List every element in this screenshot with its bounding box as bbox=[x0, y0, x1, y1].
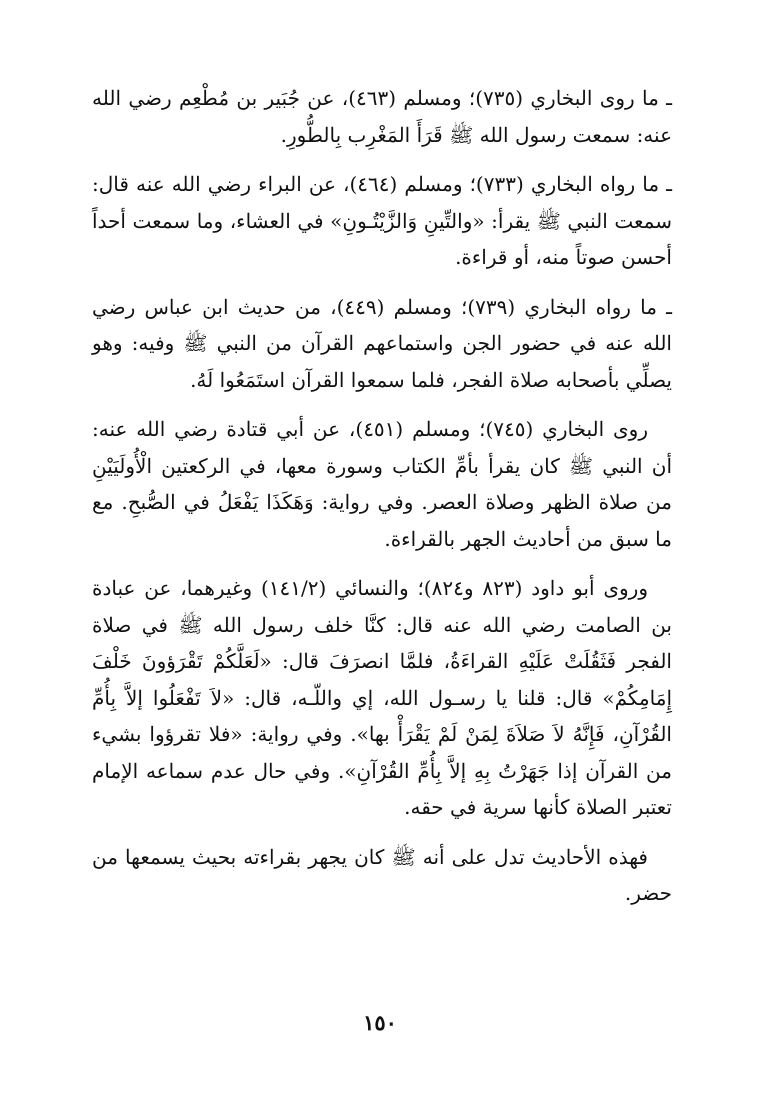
paragraph-abu-dawud: وروى أبو داود (٨٢٣ و٨٢٤)؛ والنسائي (١٤١/٢) وغيرهما، عن عبادة بن الصامت رضي الله عنه قال: كنَّا خلف رسول الله ﷺ في صلاة الفجر فَثَقُلَتْ عَلَيْهِ القراءَةُ، فلمَّا انصرَفَ قال: «لَعَلَّكُمْ تَقْرَؤونَ خَلْفَ إِمَامِكُمْ» قال: قلنا يا رسـول الله، إي واللّـه، قال: «لاَ تَفْعَلُوا إلاَّ بِأُمِّ القُرْآنِ، فَإِنَّهُ لاَ صَلاَةَ لِمَنْ لَمْ يَقْرَأْ بها». وفي رواية: «فلا تقرؤوا بشيء من القرآن إذا جَهَرْتُ بِهِ إلاَّ بِأُمِّ القُرْآنِ». وفي حال عدم سماعه الإمام تعتبر الصلاة كأنها سرية في حقه. bbox=[92, 576, 672, 819]
page-body bbox=[92, 80, 672, 925]
paragraph-bukhari-745: روى البخاري (٧٤٥)؛ ومسلم (٤٥١)، عن أبي قتادة رضي الله عنه: أن النبي ﷺ كان يقرأ بأمِّ الكتاب وسورة معها، في الركعتين الْأُولَيَيْنِ من صلاة الظهر وصلاة العصر. وفي رواية: وَهَكَذَا يَفْعَلُ في الصُّبحِ. مع ما سبق من أحاديث الجهر بالقراءة. bbox=[92, 417, 672, 551]
paragraph-bukhari-739: ـ ما رواه البخاري (٧٣٩)؛ ومسلم (٤٤٩)، من حديث ابن عباس رضي الله عنه في حضور الجن واستماعهم القرآن من النبي ﷺ وفيه: وهو يصلِّي بأصحابه صلاة الفجر، فلما سمعوا القرآن استَمَعُوا لَهُ. bbox=[92, 294, 672, 392]
paragraph-conclusion: فهذه الأحاديث تدل على أنه ﷺ كان يجهر بقراءته بحيث يسمعها من حضر. bbox=[92, 844, 672, 905]
page-number: ١٥٠ bbox=[363, 1010, 397, 1035]
paragraph-bukhari-733: ـ ما رواه البخاري (٧٣٣)؛ ومسلم (٤٦٤)، عن البراء رضي الله عنه قال: سمعت النبي ﷺ يقرأ: «والتِّينِ وَالزَّيْتُـونِ» في العشاء، وما سمعت أحداً أحسن صوتاً منه، أو قراءة. bbox=[92, 172, 672, 269]
paragraph-bukhari-735: ـ ما روى البخاري (٧٣٥)؛ ومسلم (٤٦٣)، عن جُبَير بن مُطْعِم رضي الله عنه: سمعت رسول الله ﷺ قَرَأَ المَغْرِب بِالطُّورِ. bbox=[92, 86, 672, 147]
